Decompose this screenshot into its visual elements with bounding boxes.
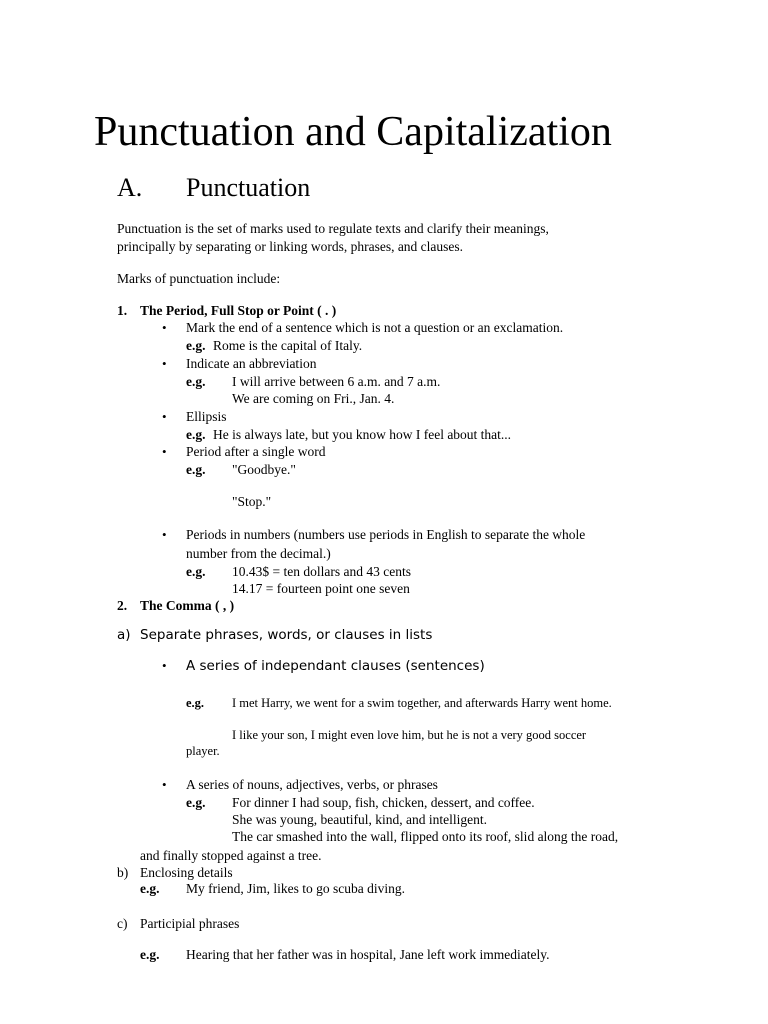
eg-label: e.g. [186,795,206,810]
comma-a-bullet-2: A series of nouns, adjectives, verbs, or phrases [186,777,438,792]
comma-a-label: a) [117,627,131,643]
eg-label: e.g. [186,374,206,389]
period-bullet-1-example: Rome is the capital of Italy. [213,338,363,353]
period-bullet-3-example: He is always late, but you know how I feel about that... [213,427,512,442]
section-title: Punctuation [186,173,311,202]
comma-b-example: My friend, Jim, likes to go scuba diving. [186,881,405,896]
period-bullet-2: Indicate an abbreviation [186,356,317,371]
period-bullet-4-example-2: "Stop." [232,494,272,509]
comma-a-bullet-1: A series of independant clauses (sentences) [186,658,485,674]
comma-a-bullet-2-example-3-line-2: and finally stopped against a tree. [140,848,322,863]
comma-a-bullet-1-example-2-line-2: player. [186,744,220,758]
bullet-icon: • [162,444,167,459]
section-letter: A. [117,173,143,202]
comma-a-text: Separate phrases, words, or clauses in lists [140,627,433,643]
eg-label: e.g. [140,947,160,962]
period-bullet-5-example-2: 14.17 = fourteen point one seven [232,581,410,596]
eg-label: e.g. [186,462,206,477]
eg-label: e.g. [186,427,206,442]
period-bullet-2-example-2: We are coming on Fri., Jan. 4. [232,391,395,406]
comma-a-bullet-1-example-2-line-1: I like your son, I might even love him, but he is not a very good soccer [232,728,587,742]
eg-label: e.g. [186,338,206,353]
comma-a-bullet-2-example-1: For dinner I had soup, fish, chicken, dessert, and coffee. [232,795,535,810]
bullet-icon: • [162,409,167,424]
comma-c-label: c) [117,916,128,931]
eg-label: e.g. [186,564,206,579]
list-number-2: 2. [117,598,128,613]
page-title: Punctuation and Capitalization [94,109,612,155]
marks-intro: Marks of punctuation include: [117,271,281,286]
period-bullet-4-example-1: "Goodbye." [232,462,296,477]
comma-a-bullet-2-example-3-line-1: The car smashed into the wall, flipped onto its roof, slid along the road, [232,829,619,844]
period-bullet-3: Ellipsis [186,409,227,424]
comma-a-bullet-1-example-1: I met Harry, we went for a swim together, and afterwards Harry went home. [232,696,612,710]
bullet-icon: • [162,658,167,673]
comma-b-label: b) [117,865,129,880]
bullet-icon: • [162,527,167,542]
eg-label: e.g. [186,696,205,710]
period-bullet-1: Mark the end of a sentence which is not a question or an exclamation. [186,320,564,335]
period-bullet-2-example-1: I will arrive between 6 a.m. and 7 a.m. [232,374,441,389]
bullet-icon: • [162,356,167,371]
intro-line-2: principally by separating or linking words, phrases, and clauses. [117,239,464,254]
period-bullet-4: Period after a single word [186,444,326,459]
bullet-icon: • [162,777,167,792]
eg-label: e.g. [140,881,160,896]
bullet-icon: • [162,320,167,335]
period-heading: The Period, Full Stop or Point ( . ) [140,303,337,318]
period-bullet-5-line-1: Periods in numbers (numbers use periods in English to separate the whole [186,527,586,542]
intro-line-1: Punctuation is the set of marks used to regulate texts and clarify their meanings, [117,221,549,236]
period-bullet-5-line-2: number from the decimal.) [186,546,331,561]
comma-c-example: Hearing that her father was in hospital, Jane left work immediately. [186,947,550,962]
period-bullet-5-example-1: 10.43$ = ten dollars and 43 cents [232,564,411,579]
comma-b-text: Enclosing details [140,865,233,880]
comma-heading: The Comma ( , ) [140,598,235,613]
comma-c-text: Participial phrases [140,916,240,931]
comma-a-bullet-2-example-2: She was young, beautiful, kind, and intelligent. [232,812,487,827]
list-number-1: 1. [117,303,128,318]
